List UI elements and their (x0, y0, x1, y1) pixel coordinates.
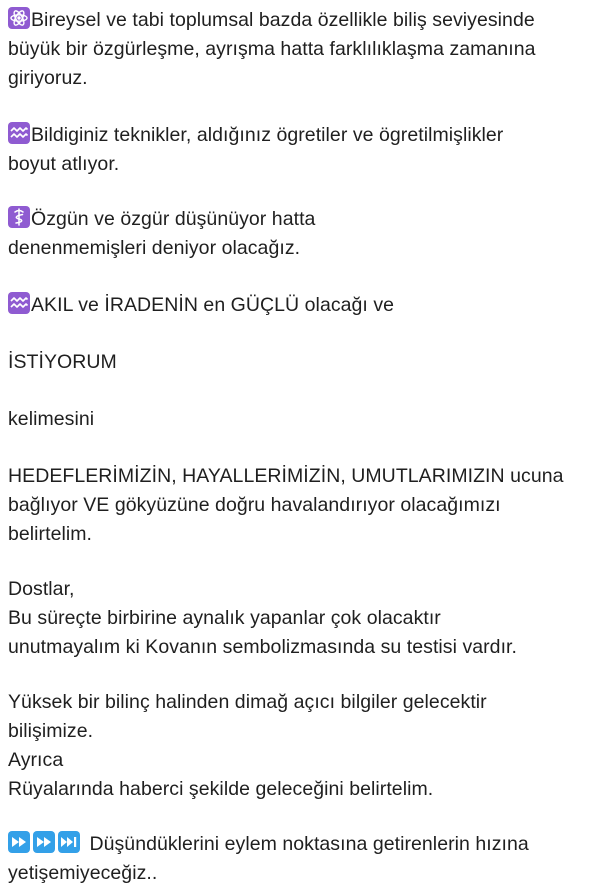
paragraph-1-line-2: büyük bir özgürleşme, ayrışma hatta farklılıklaşma zamanına (8, 38, 536, 60)
paragraph-7-line-3: belirtelim. (8, 523, 92, 545)
paragraph-text: Bildiginiz teknikler, aldığınız ögretiler ve ögretilmişlikler (31, 124, 504, 146)
paragraph-text: Bireysel ve tabi toplumsal bazda özellikle biliş seviyesinde (31, 9, 535, 31)
paragraph-text: AKIL ve İRADENİN en GÜÇLÜ olacağı ve (31, 294, 395, 316)
paragraph-9-line-2: bilişimize. (8, 720, 94, 742)
paragraph-2-line-2: boyut atlıyor. (8, 153, 120, 175)
paragraph-8-line-3: unutmayalım ki Kovanın sembolizmasında su testisi vardır. (8, 636, 517, 658)
paragraph-9-line-3: Ayrıca (8, 749, 64, 771)
paragraph-10-line-2: yetişemiyeceğiz.. (8, 862, 158, 884)
fast-forward-icon (33, 831, 55, 853)
fast-forward-icon (8, 831, 30, 853)
paragraph-1-line-1 (8, 6, 535, 35)
paragraph-9-line-1: Yüksek bir bilinç halinden dimağ açıcı bilgiler gelecektir (8, 691, 487, 713)
paragraph-8-line-2: Bu süreçte birbirine aynalık yapanlar çok olacaktır (8, 607, 441, 629)
paragraph-text: Özgün ve özgür düşünüyor hatta (31, 208, 316, 230)
paragraph-3-line-2: denenmemişleri deniyor olacağız. (8, 237, 301, 259)
next-track-icon (58, 831, 80, 853)
paragraph-7-line-1: HEDEFLERİMİZİN, HAYALLERİMİZİN, UMUTLARIMIZIN ucuna (8, 465, 564, 487)
paragraph-2-line-1 (8, 121, 503, 150)
aquarius-icon (8, 292, 30, 314)
paragraph-3-line-1 (8, 205, 315, 234)
paragraph-text: Düşündüklerini eylem noktasına getirenlerin hızına (84, 833, 529, 855)
paragraph-1-line-3: giriyoruz. (8, 67, 88, 89)
atom-symbol-icon (8, 7, 30, 29)
paragraph-4-line-1 (8, 291, 394, 320)
medical-symbol-icon (8, 206, 30, 228)
paragraph-7-line-2: bağlıyor VE gökyüzüne doğru havalandırıyor olacağımızı (8, 494, 501, 516)
aquarius-icon (8, 122, 30, 144)
fast-forward-icons (8, 831, 80, 853)
paragraph-8-line-1: Dostlar, (8, 578, 75, 600)
paragraph-6-line-1: kelimesini (8, 408, 95, 430)
paragraph-5-line-1: İSTİYORUM (8, 351, 117, 373)
paragraph-9-line-4: Rüyalarında haberci şekilde geleceğini belirtelim. (8, 778, 434, 800)
paragraph-10-line-1 (8, 830, 529, 859)
